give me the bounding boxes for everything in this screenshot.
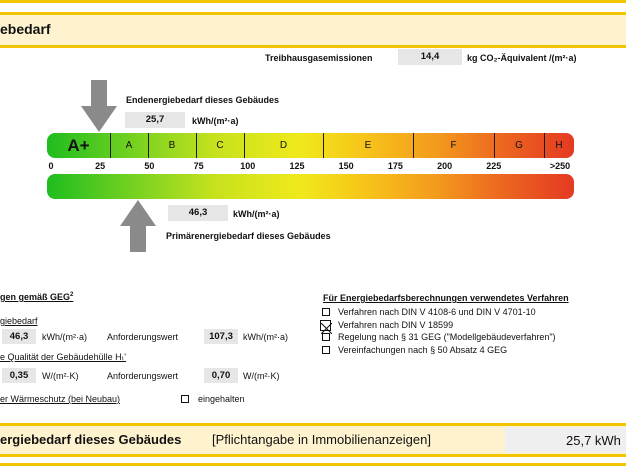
footer-value: 25,7 kWh <box>566 433 621 448</box>
class-separator <box>148 133 149 158</box>
emissions-unit: kg CO₂-Äquivalent /(m²·a) <box>467 53 577 63</box>
title-band <box>0 12 626 48</box>
envelope-req-value: 0,70 <box>204 368 238 383</box>
emissions-label: Treibhausgasemissionen <box>265 53 373 63</box>
method-checkbox[interactable] <box>322 308 330 316</box>
method-checkbox[interactable] <box>322 346 330 354</box>
method-checkbox[interactable] <box>322 333 330 341</box>
end-energy-value: 25,7 <box>125 112 185 128</box>
primary-req-label: Anforderungswert <box>107 332 179 342</box>
scale-tick: 125 <box>289 161 305 171</box>
scale-tick: 175 <box>387 161 403 171</box>
class-separator <box>494 133 495 158</box>
primary-req-unit: kWh/(m²·a) <box>243 332 288 342</box>
footer-label: ergiebedarf dieses Gebäudes <box>0 432 182 447</box>
envelope-value: 0,35 <box>2 368 36 383</box>
method-label: Regelung nach § 31 GEG ("Modellgebäudeverfahren") <box>338 332 556 342</box>
primary-energy-label: Primärenergiebedarf dieses Gebäudes <box>166 231 331 241</box>
end-energy-arrow-icon <box>81 80 117 132</box>
primary-req-value: 107,3 <box>204 329 238 344</box>
primary-energy-arrow-icon <box>120 200 156 252</box>
class-separator <box>544 133 545 158</box>
class-b: B <box>168 140 176 151</box>
primary-requirement-label: giebedarf <box>0 316 38 326</box>
end-energy-unit: kWh/(m²·a) <box>192 116 239 126</box>
primary-energy-scale <box>47 174 574 199</box>
class-separator <box>323 133 324 158</box>
summer-protection-label: er Wärmeschutz (bei Neubau) <box>0 394 121 404</box>
class-h: H <box>555 140 563 151</box>
energy-class-scale <box>47 133 574 158</box>
method-checkbox[interactable] <box>320 320 331 331</box>
class-separator <box>196 133 197 158</box>
envelope-req-label: Anforderungswert <box>107 371 179 381</box>
envelope-label: e Qualität der Gebäudehülle Hₜ' <box>0 352 126 362</box>
scale-tick: 0 <box>48 161 54 171</box>
scale-tick: 150 <box>338 161 354 171</box>
class-separator <box>244 133 245 158</box>
primary-actual-value: 46,3 <box>2 329 36 344</box>
requirements-heading: gen gemäß GEG$^2$ <box>0 292 74 302</box>
bottom-border <box>0 463 626 466</box>
check-x-icon <box>321 323 332 334</box>
scale-tick: 50 <box>144 161 155 171</box>
method-label: Verfahren nach DIN V 18599 <box>338 319 454 330</box>
primary-actual-unit: kWh/(m²·a) <box>42 332 87 342</box>
method-label: Vereinfachungen nach § 50 Absatz 4 GEG <box>338 344 508 355</box>
class-e: E <box>364 140 372 151</box>
class-d: D <box>279 140 288 151</box>
envelope-req-unit: W/(m²·K) <box>243 371 280 381</box>
class-a: A <box>125 140 133 151</box>
class-separator <box>110 133 111 158</box>
top-border <box>0 0 626 3</box>
class-a-plus: A+ <box>67 136 90 155</box>
primary-energy-unit: kWh/(m²·a) <box>233 209 280 219</box>
summer-protection-checkbox[interactable] <box>181 395 189 403</box>
scale-tick: >250 <box>549 161 571 171</box>
summer-protection-text: eingehalten <box>198 394 245 404</box>
envelope-unit: W/(m²·K) <box>42 371 79 381</box>
method-label: Verfahren nach DIN V 4108-6 und DIN V 4701-10 <box>338 307 536 317</box>
scale-tick: 100 <box>240 161 256 171</box>
class-g: G <box>515 140 523 151</box>
class-separator <box>413 133 414 158</box>
end-energy-label: Endenergiebedarf dieses Gebäudes <box>126 95 280 105</box>
scale-tick: 75 <box>193 161 204 171</box>
section-title: ebedarf <box>0 21 51 37</box>
class-c: C <box>216 140 224 151</box>
primary-energy-value: 46,3 <box>168 205 228 221</box>
scale-tick: 225 <box>486 161 502 171</box>
footer-note: [Pflichtangabe in Immobilienanzeigen] <box>212 432 431 447</box>
methods-heading: Für Energiebedarfsberechnungen verwendetes Verfahren <box>323 293 569 303</box>
scale-tick: 200 <box>437 161 453 171</box>
emissions-value: 14,4 <box>398 49 462 65</box>
class-f: F <box>450 140 457 151</box>
scale-tick: 25 <box>95 161 106 171</box>
